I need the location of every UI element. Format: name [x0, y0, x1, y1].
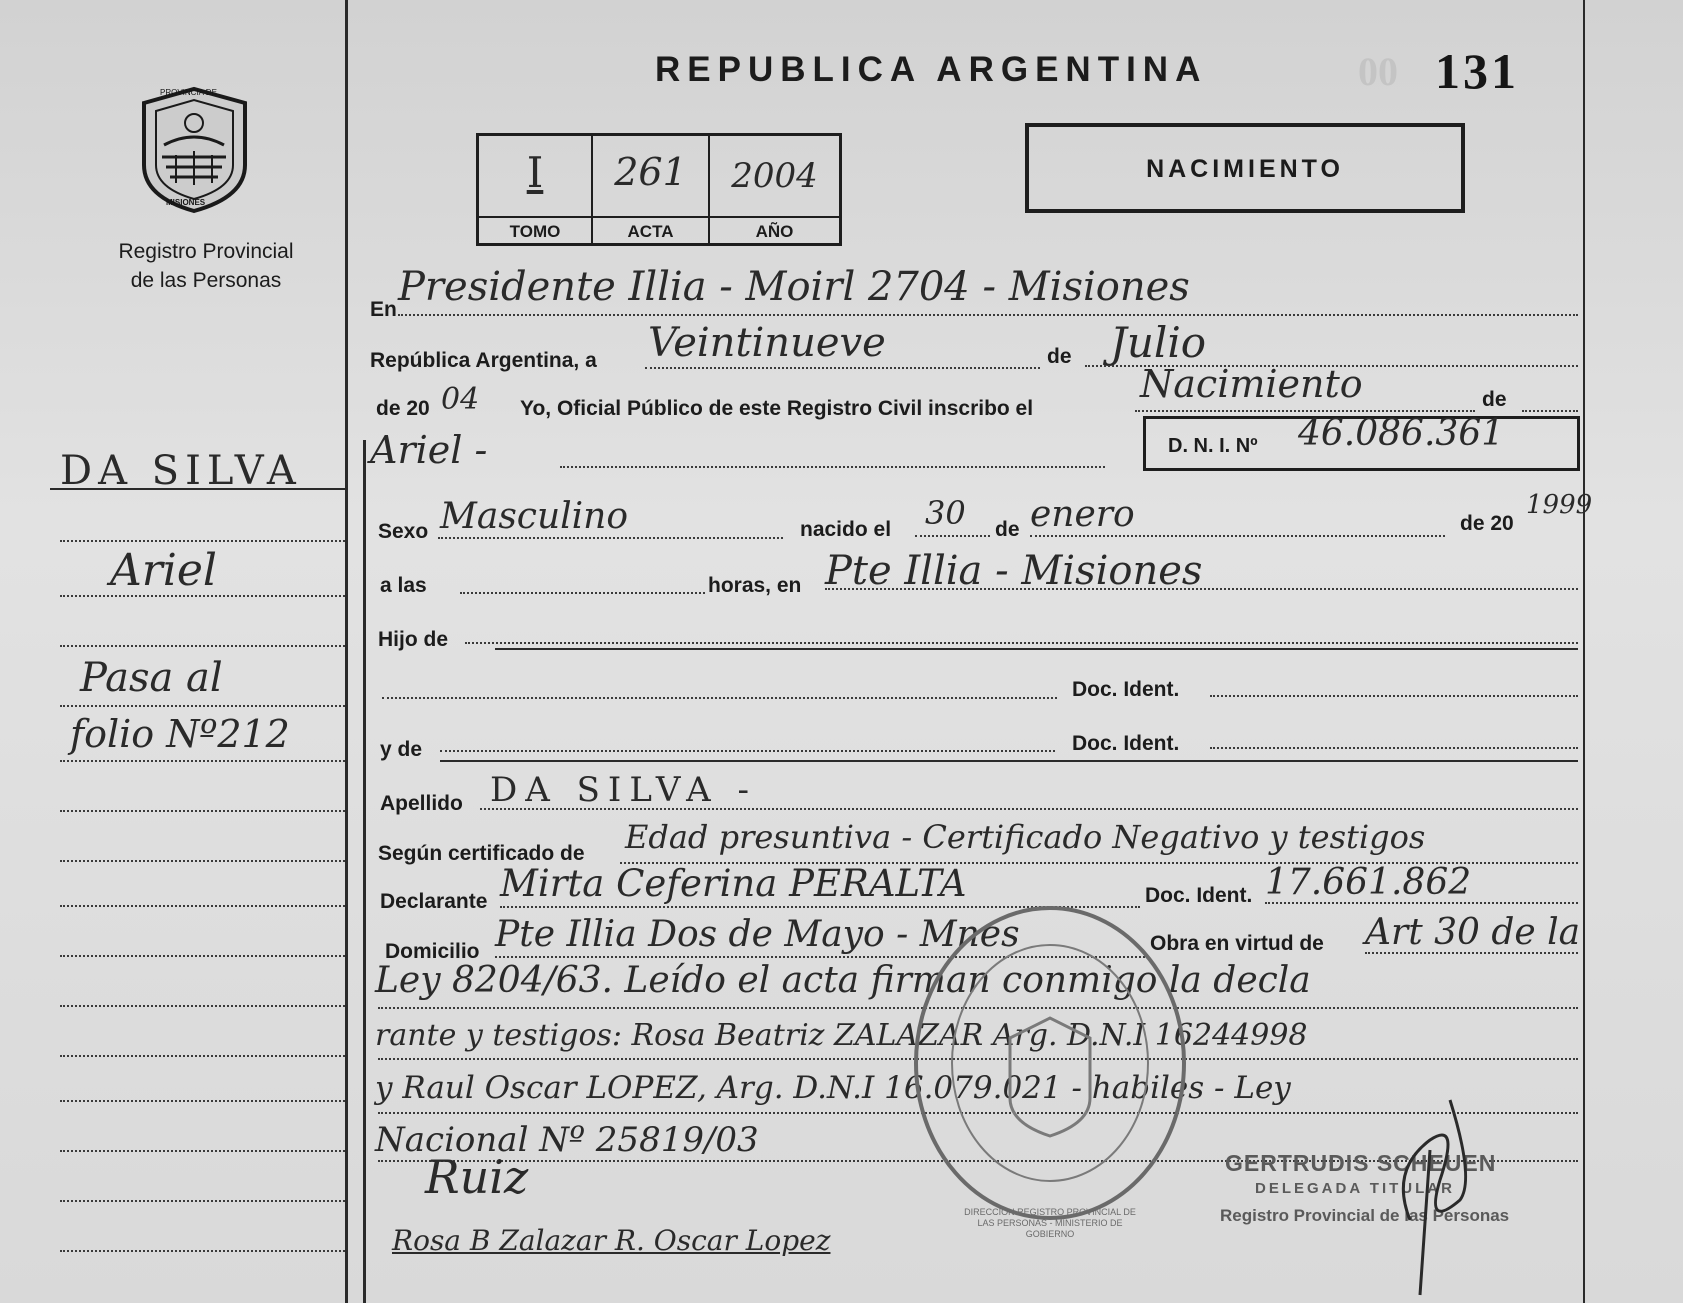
segun-label: Según certificado de: [378, 842, 585, 865]
free-line-4: Nacional Nº 25819/03: [375, 1120, 759, 1160]
official-office: Registro Provincial de las Personas: [1220, 1206, 1510, 1225]
declarante-doc-value: 17.661.862: [1265, 862, 1472, 903]
domicilio-value: Pte Illia Dos de Mayo - Mnes: [495, 914, 1020, 955]
de-label-2: de: [1482, 388, 1507, 411]
page-right-border: [1583, 0, 1585, 1303]
margin-note-line2: folio Nº212: [70, 712, 290, 756]
republica-label: República Argentina, a: [370, 349, 597, 372]
ano-label: AÑO: [755, 222, 794, 241]
ano-value: 2004: [731, 156, 818, 196]
margin-note-line1: Pasa al: [80, 655, 223, 701]
birth-day-value: 30: [925, 494, 966, 532]
birth-month-value: enero: [1030, 494, 1135, 535]
registry-name-line2: de las Personas: [130, 269, 282, 292]
signature-1: Ruiz: [425, 1150, 529, 1204]
tomo-value: I: [526, 148, 544, 197]
page-title: REPUBLICA ARGENTINA: [655, 50, 1208, 89]
tomo-label: TOMO: [509, 222, 561, 241]
domicilio-label: Domicilio: [385, 940, 480, 963]
day-value: Veintinueve: [648, 320, 886, 366]
official-name: GERTRUDIS SCHEUEN: [1225, 1150, 1497, 1176]
birth-year-value: 1999: [1526, 490, 1593, 520]
faded-stamp-prefix: 00: [1358, 49, 1398, 94]
doc-ident-label-1: Doc. Ident.: [1072, 678, 1180, 701]
sexo-label: Sexo: [378, 520, 429, 543]
obra-label: Obra en virtud de: [1150, 932, 1324, 955]
acta-value: 261: [614, 150, 687, 194]
de-label-3: de: [995, 518, 1020, 541]
margin-given-name: Ariel: [110, 545, 217, 596]
signature-2: Rosa B Zalazar R. Oscar Lopez: [392, 1224, 831, 1257]
document-type-box: [1025, 123, 1465, 213]
margin-divider-left: [345, 0, 348, 1303]
year-suffix: 04: [441, 382, 480, 417]
doc-ident-label-3: Doc. Ident.: [1145, 884, 1253, 907]
year-prefix-label: de 20: [376, 397, 430, 420]
a-las-label: a las: [380, 574, 427, 597]
y-de-label: y de: [380, 738, 423, 761]
free-line-1: Ley 8204/63. Leído el acta firman conmigo la decla: [375, 960, 1311, 1001]
act-type-value: Nacimiento: [1140, 362, 1363, 406]
acta-label: ACTA: [627, 222, 674, 241]
dni-label: D. N. I. Nº: [1168, 435, 1258, 457]
birth-place-value: Pte Illia - Misiones: [825, 548, 1203, 594]
margin-surname: DA SILVA: [60, 448, 302, 494]
doc-ident-label-2: Doc. Ident.: [1072, 732, 1180, 755]
de20-label: de 20: [1460, 512, 1514, 535]
dni-box: [1143, 413, 1580, 471]
official-role: DELEGADA TITULAR: [1255, 1180, 1455, 1197]
certificado-value: Edad presuntiva - Certificado Negativo y testigos: [625, 818, 1426, 856]
official-signature-icon: [1370, 1060, 1480, 1300]
official-text: Yo, Oficial Público de este Registro Civil inscribo el: [520, 397, 1034, 420]
month-value: Julio: [1110, 318, 1207, 367]
apellido-value: DA SILVA -: [490, 770, 757, 810]
declarante-value: Mirta Ceferina PERALTA: [500, 862, 967, 905]
free-line-3: y Raul Oscar LOPEZ, Arg. D.N.I 16.079.021 - habiles - Ley: [375, 1070, 1291, 1106]
de-label: de: [1047, 345, 1072, 368]
nacido-label: nacido el: [800, 518, 892, 541]
folio-number: 131: [1435, 43, 1519, 99]
en-label: En: [370, 298, 397, 321]
round-stamp-text: DIRECCION REGISTRO PROVINCIAL DE LAS PERSONAS - MINISTERIO DE GOBIERNO: [964, 1207, 1136, 1239]
child-name-value: Ariel -: [370, 428, 488, 472]
horas-label: horas, en: [708, 574, 802, 597]
declarante-label: Declarante: [380, 890, 488, 913]
hijo-label: Hijo de: [378, 628, 449, 651]
margin-divider-right: [363, 440, 366, 1303]
registry-name-line1: Registro Provincial: [118, 240, 294, 263]
seal-text-bottom: MISIONES: [166, 198, 206, 207]
seal-text-top: PROVINCIA DE: [160, 88, 217, 97]
sexo-value: Masculino: [440, 496, 629, 537]
record-number-box: [476, 133, 842, 246]
place-value: Presidente Illia - Moirl 2704 - Misiones: [398, 264, 1190, 310]
free-line-2: rante y testigos: Rosa Beatriz ZALAZAR Arg. D.N.I 16244998: [375, 1018, 1308, 1053]
obra-value: Art 30 de la: [1365, 912, 1581, 953]
document-type: NACIMIENTO: [1146, 155, 1344, 183]
round-registry-stamp-icon: [905, 898, 1195, 1228]
dni-value: 46.086.361: [1298, 413, 1505, 454]
provincial-seal-icon: [132, 85, 257, 215]
apellido-label: Apellido: [380, 792, 463, 815]
